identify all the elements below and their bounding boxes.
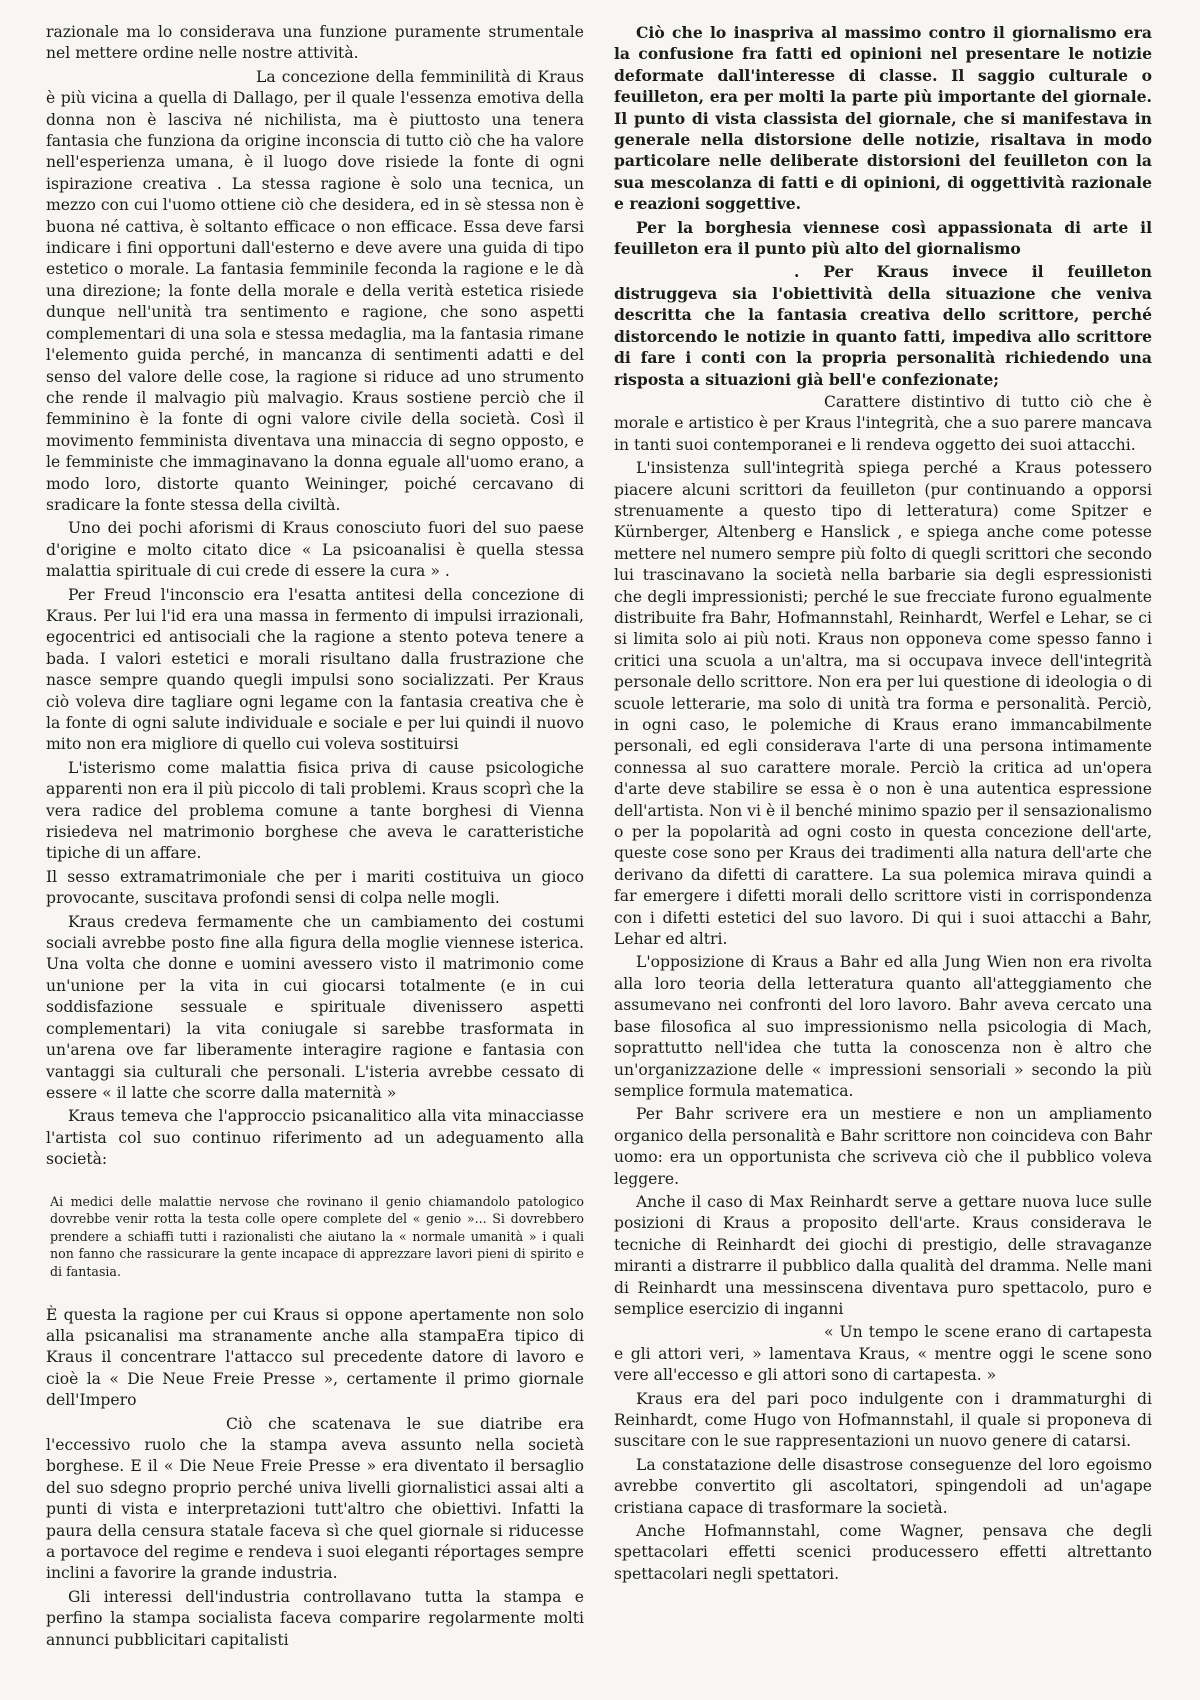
paragraph: Ciò che scatenava le sue diatribe era l'eccessivo ruolo che la stampa aveva assunto nella società borghese. E il « Die Neue Freie Presse » era diventato il bersaglio del suo sdegno proprio perché univa livelli giornalistici assai alti a punti di vista e interpretazioni tutt'altro che obiettivi. Infatti la paura della censura statale faceva sì che quel giornale si riducesse a portavoce del regime e rendeva i suoi eleganti réportages sempre inclini a favorire la grande industria. (46, 1414, 584, 1583)
paragraph: L'opposizione di Kraus a Bahr ed alla Jung Wien non era rivolta alla loro teoria della letteratura quanto all'atteggiamento che assumevano nei confronti del loro lavoro. Bahr aveva cercato una base filosofica al suo impressionismo nella psicologia di Mach, soprattutto nell'idea che tutta la conoscenza non è altro che un'organizzazione delle « impressioni sensoriali » secondo la più semplice formula matematica. (614, 953, 1152, 1100)
paragraph: Kraus credeva fermamente che un cambiamento dei costumi sociali avrebbe posto fine alla figura della moglie viennese isterica. Una volta che donne e uomini avessero visto il matrimonio come un'unione per la vita in cui giocarsi totalmente (e in cui soddisfazione sessuale e spirituale divenissero aspetti complementari) la vita coniugale si sarebbe trasformata in un'arena ove far liberamente interagire ragione e fantasia con vantaggi sia culturali che personali. L'isteria avrebbe cessato di essere « il latte che scorre dalla maternità » (46, 912, 584, 1102)
paragraph: Ai medici delle malattie nervose che rovinano il genio chiamandolo patologico dovrebbe venir rotta la testa colle opere complete del « genio »... Si dovrebbero prendere a schiaffi tutti i razionalisti che aiutano la « normale umanità » i quali non fanno che rassicurare la gente incapace di apprezzare lavori pieni di spirito e di fantasia. (50, 1193, 584, 1279)
paragraph: Per Bahr scrivere era un mestiere e non un ampliamento organico della personalità e Bahr scrittore non coincideva con Bahr uomo: era un opportunista che scriveva ciò che il pubblico voleva leggere. (614, 1105, 1152, 1188)
right-column (614, 22, 1152, 1587)
paragraph: Kraus era del pari poco indulgente con i drammaturghi di Reinhardt, come Hugo von Hofmannstahl, il quale si proponeva di suscitare con le sue rappresentazioni un nuovo genere di catarsi. (614, 1389, 1152, 1451)
paragraph: Carattere distintivo di tutto ciò che è morale e artistico è per Kraus l'integrità, che a suo parere mancava in tanti suoi contemporanei e li rendeva oggetto dei suoi attacchi. (614, 392, 1152, 454)
left-column (46, 22, 584, 1653)
paragraph: L'insistenza sull'integrità spiega perché a Kraus potessero piacere alcuni scrittori da feuilleton (pur continuando a opporsi strenuamente a questo tipo di letteratura) come Spitzer e Kürnberger, Altenberg e Hanslick , e spiega anche come potesse mettere nel numero sempre più folto di quegli scrittori che secondo lui trascinavano la società nella barbarie sia degli espressionisti che degli impressionisti; perché le sue frecciate furono egualmente distribuite fra Bahr, Hofmannstahl, Reinhardt, Werfel e Lehar, se ci si limita solo ai più noti. Kraus non opponeva come spesso fanno i critici una scuola a un'altra, ma si occupava invece dell'integrità personale dello scrittore. Non era per lui questione di ideologia o di scuole letterarie, ma solo di unità tra forma e personalità. Perciò, in ogni caso, le polemiche di Kraus erano immancabilmente personali, ed egli considerava l'arte di una persona intimamente connessa al suo carattere morale. Perciò la critica ad un'opera d'arte deve stabilire se essa è o non è una autentica espressione dell'artista. Non vi è il benché minimo spazio per il sensazionalismo o per la popolarità ad ogni costo in questa concezione dell'arte, queste cose sono per Kraus dei tradimenti alla natura dell'arte che derivano da difetti di carattere. La sua polemica mirava quindi a far emergere i difetti morali dello scrittore visti in corrispondenza con i difetti estetici del suo lavoro. Di qui i suoi attacchi a Bahr, Lehar ed altri. (614, 459, 1152, 949)
paragraph: La constatazione delle disastrose conseguenze del loro egoismo avrebbe convertito gli ascoltatori, spingendoli ad un'agape cristiana capace di trasformare la società. (614, 1455, 1152, 1517)
paragraph: Gli interessi dell'industria controllavano tutta la stampa e perfino la stampa socialista faceva comparire regolarmente molti annunci pubblicitari capitalisti (46, 1587, 584, 1649)
paragraph: Uno dei pochi aforismi di Kraus conosciuto fuori del suo paese d'origine e molto citato dice « La psicoanalisi è quella stessa malattia spirituale di cui crede di essere la cura » . (46, 519, 584, 581)
paragraph: Kraus temeva che l'approccio psicanalitico alla vita minacciasse l'artista col suo continuo riferimento ad un adeguamento alla società: (46, 1107, 584, 1169)
paragraph: La concezione della femminilità di Kraus è più vicina a quella di Dallago, per il quale l'essenza emotiva della donna non è lasciva né nichilista, ma è piuttosto una tenera fantasia che funziona da origine inconscia di tutto ciò che ha valore nell'esperienza umana, è il luogo dove risiede la fonte di ogni ispirazione creativa . La stessa ragione è solo una tecnica, un mezzo con cui l'uomo ottiene ciò che desidera, ed in sè stessa non è buona né cattiva, è soltanto efficace o non efficace. Essa deve farsi indicare i fini opportuni dall'esterno e deve avere una guida di tipo estetico o morale. La fantasia femminile feconda la ragione e le dà una direzione; la fonte della morale e della verità estetica risiede dunque nell'unità tra sentimento e ragione, che sono aspetti complementari di una sola e stessa medaglia, ma la fantasia rimane l'elemento guida perché, in mancanza di sentimenti adatti e del senso del valore delle cose, la ragione si riduce ad uno strumento che rende il malvagio più malvagio. Kraus sostiene perciò che il femminino è la fonte di ogni valore civile della società. Così il movimento femminista diventava una minaccia di segno opposto, e le femministe che immaginavano la donna eguale all'uomo erano, a modo loro, distorte quanto Weininger, poiché cercavano di sradicare la fonte stessa della civiltà. (46, 67, 584, 514)
paragraph: « Un tempo le scene erano di cartapesta e gli attori veri, » lamentava Kraus, « mentre oggi le scene sono vere all'eccesso e gli attori sono di cartapesta. » (614, 1323, 1152, 1385)
paragraph: È questa la ragione per cui Kraus si oppone apertamente non solo alla psicanalisi ma stranamente anche alla stampaEra tipico di Kraus il concentrare l'attacco sul precedente datore di lavoro e cioè la « Die Neue Freie Presse », certamente il primo giornale dell'Impero (46, 1305, 584, 1410)
paragraph: Anche Hofmannstahl, come Wagner, pensava che degli spettacolari effetti scenici producessero effetti altrettanto spettacolari negli spettatori. (614, 1522, 1152, 1583)
paragraph: Ciò che lo inaspriva al massimo contro il giornalismo era la confusione fra fatti ed opinioni nel presentare le notizie deformate dall'interesse di classe. Il saggio culturale o feuilleton, era per molti la parte più importante del giornale. Il punto di vista classista del giornale, che si manifestava in generale nella distorsione delle notizie, risaltava in modo particolare nelle deliberate distorsioni del feuilleton con la sua mescolanza di fatti e di opinioni, di oggettività razionale e reazioni soggettive. (614, 23, 1152, 214)
paragraph: Per la borghesia viennese così appassionata di arte il feuilleton era il punto più alto del giornalismo (614, 217, 1152, 259)
paragraph: Il sesso extramatrimoniale che per i mariti costituiva un gioco provocante, suscitava profondi sensi di colpa nelle mogli. (46, 867, 584, 908)
paragraph: Anche il caso di Max Reinhardt serve a gettare nuova luce sulle posizioni di Kraus a proposito dell'arte. Kraus considerava le tecniche di Reinhardt dei giochi di prestigio, delle stravaganze miranti a distrarre il pubblico dalla qualità del dramma. Nelle mani di Reinhardt una messinscena diventava puro spettacolo, puro e semplice esercizio di inganni (614, 1192, 1152, 1318)
paragraph: razionale ma lo considerava una funzione puramente strumentale nel mettere ordine nelle nostre attività. (46, 23, 584, 63)
paragraph: . Per Kraus invece il feuilleton distruggeva sia l'obiettività della situazione che veniva descritta che la fantasia creativa dello scrittore, perché distorcendo le notizie in quanto fatti, impediva allo scrittore di fare i conti con la propria personalità richiedendo una risposta a situazioni già bell'e confezionate; (614, 262, 1152, 389)
paragraph: L'isterismo come malattia fisica priva di cause psicologiche apparenti non era il più piccolo di tali problemi. Kraus scoprì che la vera radice del problema comune a tante borghesi di Vienna risiedeva nel matrimonio borghese che aveva le caratteristiche tipiche di un affare. (46, 758, 584, 863)
paragraph: Per Freud l'inconscio era l'esatta antitesi della concezione di Kraus. Per lui l'id era una massa in fermento di impulsi irrazionali, egocentrici ed antisociali che la ragione a stento poteva tenere a bada. I valori estetici e morali risultano dalla frustrazione che nasce sempre quando quegli impulsi sono socializzati. Per Kraus ciò voleva dire tagliare ogni legame con la fantasia creativa che è la fonte di ogni salute individuale e sociale e per lui quindi il nuovo mito non era migliore di quello cui voleva sostituirsi (46, 585, 584, 754)
